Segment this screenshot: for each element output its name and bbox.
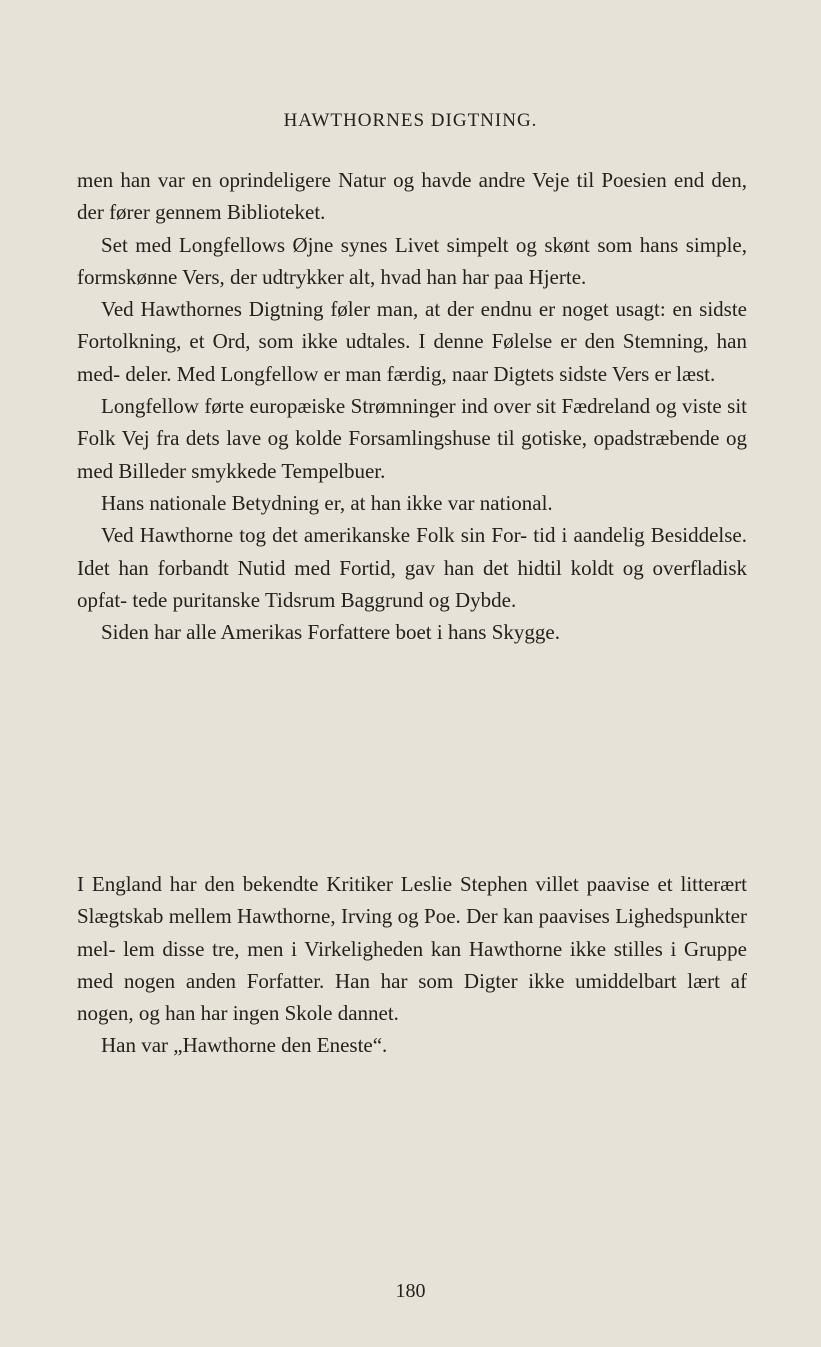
paragraph: Han var „Hawthorne den Eneste“.: [101, 1033, 388, 1058]
paragraph: Siden har alle Amerikas Forfattere boet i hans Skygge.: [101, 620, 560, 645]
paragraph: I England har den bekendte Kritiker Leslie Stephen villet paavise et litterært Slægtskab mellem Hawthorne, Irving og Poe. Der kan paavises Lighedspunkter mel- lem disse tre, men i Virkeligheden kan Hawthorne ikke stilles i Gruppe med nogen anden Forfatter. Han har som Digter ikke umiddelbart lært af nogen, og han har ingen Skole dannet.: [77, 872, 747, 1026]
text-section-1: [77, 164, 747, 648]
paragraph: Ved Hawthorne tog det amerikanske Folk sin For- tid i aandelig Besiddelse. Idet han forbandt Nutid med Fortid, gav han det hidtil koldt og overfladisk opfat- tede puritanske Tidsrum Baggrund og Dybde.: [77, 523, 747, 612]
paragraph: Set med Longfellows Øjne synes Livet simpelt og skønt som hans simple, formskønne Vers, der udtrykker alt, hvad han har paa Hjerte.: [77, 232, 747, 289]
running-head: HAWTHORNES DIGTNING.: [283, 110, 538, 131]
paragraph: men han var en oprindeligere Natur og havde andre Veje til Poesien end den, der fører gennem Biblioteket.: [77, 168, 747, 225]
paragraph: Hans nationale Betydning er, at han ikke var national.: [101, 490, 553, 515]
text-section-2: [77, 868, 747, 1062]
paragraph: Ved Hawthornes Digtning føler man, at der endnu er noget usagt: en sidste Fortolkning, et Ord, som ikke udtales. I denne Følelse er den Stemning, han med- deler. Med Longfellow er man færdig, naar Digtets sidste Vers er læst.: [77, 297, 747, 386]
paragraph: Longfellow førte europæiske Strømninger ind over sit Fædreland og viste sit Folk Vej fra dets lave og kolde Forsamlingshuse til gotiske, opadstræbende og med Billeder smykkede Tempelbuer.: [77, 394, 747, 483]
page-number: 180: [395, 1280, 426, 1302]
